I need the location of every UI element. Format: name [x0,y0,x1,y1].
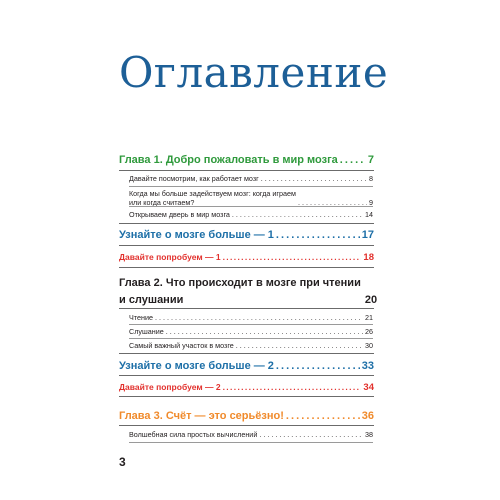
divider [129,442,373,443]
divider [119,425,374,426]
toc-page-number: 18 [363,252,374,263]
toc-leader [259,430,363,439]
toc-page-number: 34 [363,382,374,393]
page-number: 3 [119,455,126,469]
toc-entry-label: Глава 1. Добро пожаловать в мир мозга [119,154,338,166]
toc-leader [276,229,360,242]
toc-leader [223,251,362,264]
toc-page-number: 20 [364,294,378,306]
toc-page-number: 7 [367,154,374,166]
toc-leader [155,313,363,322]
divider [129,186,373,187]
toc-section-1-1[interactable] [129,174,373,183]
toc-section-2-3[interactable] [129,341,373,350]
divider [119,223,374,224]
page-title: Оглавление [119,48,389,97]
toc-entry-label-line-1: Глава 2. Что происходит в мозге при чтении [119,277,361,289]
toc-leader [232,210,363,219]
toc-leader [276,360,360,373]
divider [119,353,374,354]
divider [119,308,374,309]
toc-leader [166,327,363,336]
toc-section-3-1[interactable] [129,430,373,439]
divider [119,375,374,376]
toc-entry-label: Слушание [129,327,164,336]
toc-section-2-2[interactable] [129,327,373,336]
toc-entry-label: Давайте попробуем — 1 [119,252,221,262]
divider [119,170,374,171]
divider [119,267,374,268]
toc-leader [236,341,363,350]
toc-leader [223,381,362,394]
toc-entry-label-line-1: Когда мы больше задействуем мозг: когда играем [129,189,296,198]
toc-try-1[interactable] [119,251,374,264]
toc-section-1-3[interactable] [129,210,373,219]
toc-chapter-2[interactable] [119,277,378,307]
toc-entry-label: Глава 3. Счёт — это серьёзно! [119,410,284,422]
toc-try-2[interactable] [119,381,374,394]
toc-page-number: 26 [365,327,373,336]
toc-entry-label: Давайте попробуем — 2 [119,382,221,392]
toc-page-number: 8 [369,174,373,183]
toc-chapter-3[interactable] [119,410,374,423]
toc-entry-label-line-2: и слушании [119,294,184,306]
toc-chapter-1[interactable] [119,154,374,167]
toc-leader [340,154,366,167]
divider [129,324,373,325]
toc-entry-label: Открываем дверь в мир мозга [129,210,230,219]
toc-leader [261,174,367,183]
toc-entry-label: Давайте посмотрим, как работает мозг [129,174,259,183]
divider [119,396,374,397]
toc-entry-label [119,277,361,307]
toc-more-2[interactable] [119,360,374,373]
toc-page-number: 30 [365,341,373,350]
toc-leader [286,410,360,423]
toc-page-number: 17 [361,229,374,241]
toc-page-number: 33 [361,360,374,372]
toc-entry-label: Чтение [129,313,153,322]
toc-page-number: 9 [369,198,373,207]
toc-section-2-1[interactable] [129,313,373,322]
toc-entry-label: Волшебная сила простых вычислений [129,430,258,439]
divider [129,338,373,339]
toc-entry-label [129,189,296,207]
toc-entry-label: Самый важный участок в мозге [129,341,234,350]
divider [119,245,374,246]
toc-more-1[interactable] [119,229,374,242]
toc-entry-label: Узнайте о мозге больше — 1 [119,229,274,241]
toc-entry-label: Узнайте о мозге больше — 2 [119,360,274,372]
toc-section-1-2[interactable] [129,189,373,207]
toc-page-number: 38 [365,430,373,439]
divider [129,206,373,207]
toc-page-number: 36 [361,410,374,422]
toc-page-number: 21 [365,313,373,322]
toc-entry-label-line-2: или когда считаем? [129,198,195,207]
toc-page-number: 14 [365,210,373,219]
